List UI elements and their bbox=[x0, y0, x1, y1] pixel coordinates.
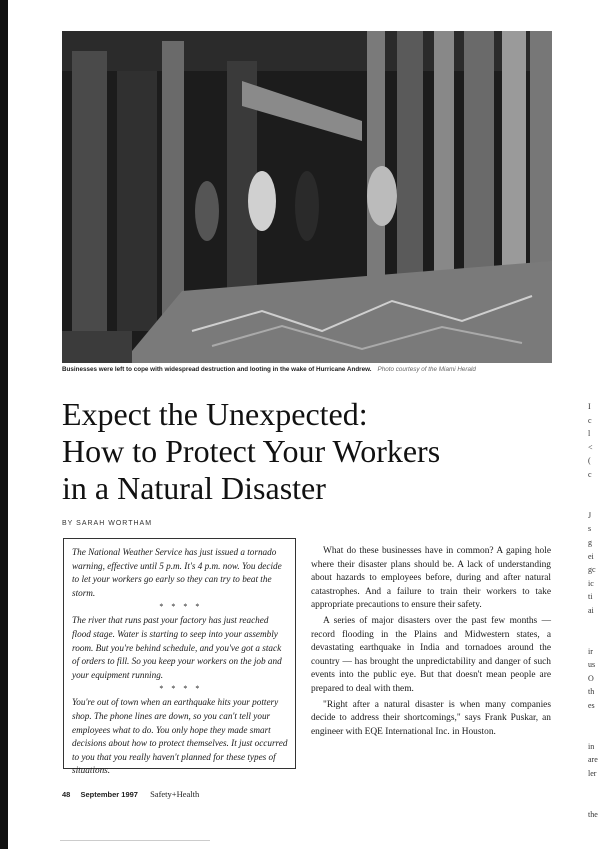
edge-fragment: in bbox=[588, 741, 595, 751]
article-headline bbox=[62, 396, 542, 507]
scan-artifact-line bbox=[60, 840, 210, 841]
photo-credit: Photo courtesy of the Miami Herald bbox=[377, 366, 476, 373]
edge-fragment: gc bbox=[588, 565, 596, 575]
edge-fragment: ti bbox=[588, 592, 593, 602]
scenario-flood: The river that runs past your factory has just reached flood stage. Water is starting to seep into your assembly room. But you're behind schedule, and you've got a stack of orders to fill. So you keep your workers on the job and your equipment running. bbox=[72, 615, 282, 680]
body-paragraph: "Right after a natural disaster is when many companies decide to address their shortcomings," says Frank Puskar, an engineer with EQE International Inc. in Houston. bbox=[311, 699, 551, 737]
page-number: 48 bbox=[62, 790, 71, 799]
edge-fragment bbox=[588, 495, 604, 509]
facing-page-fragments bbox=[588, 400, 604, 821]
edge-fragment bbox=[588, 794, 604, 808]
edge-fragment: c bbox=[588, 415, 592, 425]
edge-fragment: I bbox=[588, 402, 591, 411]
edge-fragment: ic bbox=[588, 578, 594, 588]
edge-fragment: th bbox=[588, 687, 595, 697]
headline-line-3: in a Natural Disaster bbox=[62, 470, 326, 506]
issue-date: September 1997 bbox=[80, 790, 138, 799]
edge-fragment: s bbox=[588, 524, 592, 534]
edge-fragment bbox=[588, 781, 604, 795]
edge-fragment: O bbox=[588, 673, 594, 683]
edge-fragment: the bbox=[588, 809, 598, 819]
photo-caption bbox=[62, 366, 562, 373]
edge-fragment bbox=[588, 713, 604, 727]
edge-fragment: J bbox=[588, 510, 592, 520]
edge-fragment: are bbox=[588, 755, 598, 765]
edge-fragment: es bbox=[588, 701, 595, 711]
edge-fragment: us bbox=[588, 660, 596, 670]
body-paragraph: A series of major disasters over the past few months — record flooding in the Plains and Midwestern states, a devastating earthquake in India and tornadoes around the country — has brought the unpredictability and danger of such events into the public eye. But that doesn't mean people are prepared to deal with them. bbox=[311, 615, 551, 694]
scenario-earthquake: You're out of town when an earthquake hits your pottery shop. The phone lines are down, so you can't tell your employees what to do. You only hope they made smart decisions about how to protect themselves. It just occurred to you that you really haven't planned for these types of situations. bbox=[72, 697, 288, 776]
magazine-name: Safety+Health bbox=[150, 789, 200, 799]
article-body bbox=[311, 545, 551, 739]
headline-line-2: How to Protect Your Workers bbox=[62, 433, 441, 469]
edge-fragment: ler bbox=[588, 769, 597, 779]
body-paragraph: What do these businesses have in common? A gaping hole where their disaster plans should be. A lack of understanding about hazards to employees before, during and after natural catastrophes. And a failure to train their workers to take appropriate precautions to ensure their safety. bbox=[311, 546, 551, 611]
page-edge-bar bbox=[0, 0, 8, 849]
edge-fragment bbox=[588, 631, 604, 645]
headline-line-1: Expect the Unexpected: bbox=[62, 396, 368, 432]
edge-fragment bbox=[588, 482, 604, 496]
edge-fragment: c bbox=[588, 469, 592, 479]
edge-fragment bbox=[588, 618, 604, 632]
page-footer bbox=[62, 789, 199, 799]
edge-fragment: ei bbox=[588, 551, 594, 561]
scenario-tornado: The National Weather Service has just issued a tornado warning, effective until 5 p.m. It's 4 p.m. now. You decide to let your workers go early so they can try to beat the storm. bbox=[72, 547, 282, 598]
edge-fragment bbox=[588, 726, 604, 740]
separator-stars: * * * * bbox=[159, 602, 202, 612]
hurricane-damage-image bbox=[62, 31, 552, 363]
edge-fragment: ir bbox=[588, 646, 593, 656]
caption-text: Businesses were left to cope with widespread destruction and looting in the wake of Hurricane Andrew. bbox=[62, 366, 372, 373]
edge-fragment: g bbox=[588, 537, 592, 547]
edge-fragment: l bbox=[588, 429, 591, 439]
separator-stars: * * * * bbox=[159, 684, 202, 694]
hurricane-photo bbox=[62, 31, 552, 363]
edge-fragment: ( bbox=[588, 456, 591, 466]
edge-fragment: < bbox=[588, 442, 593, 452]
scenario-sidebar bbox=[63, 538, 296, 776]
author-byline: BY SARAH WORTHAM bbox=[62, 520, 153, 527]
edge-fragment: ai bbox=[588, 605, 594, 615]
